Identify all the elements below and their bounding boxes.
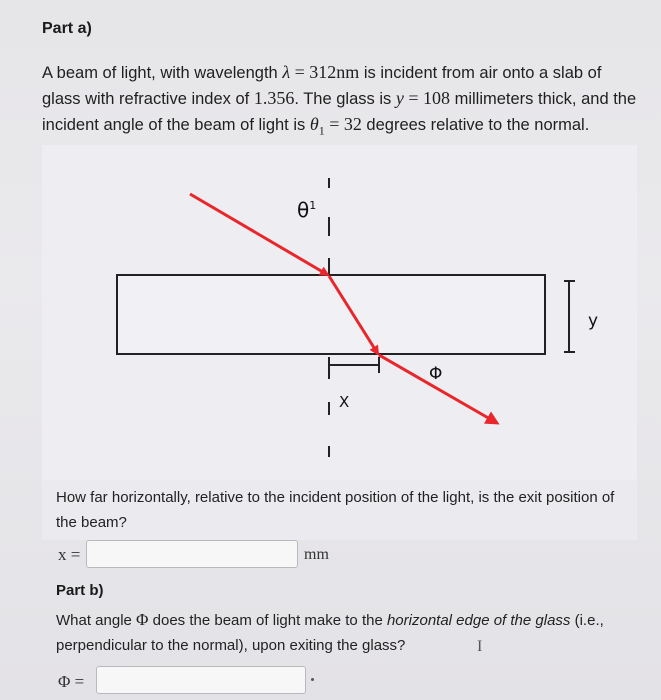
- refractive-index-value: 1.356: [253, 88, 295, 108]
- part-a-problem-text: A beam of light, with wavelength λ = 312nm is incident from air onto a slab of glass with refractive index of 1.356. The glass is y = 108 millimeters thick, and the incident angle of the beam of light is $\theta_1 = 32$ degrees relative to the normal.: [42, 62, 637, 138]
- thickness-value: 108: [423, 88, 450, 108]
- theta-symbol: θ: [309, 114, 319, 134]
- x-answer-label: x =: [58, 545, 81, 564]
- part-b-title: Part b): [56, 582, 104, 599]
- lambda-symbol: λ: [282, 62, 291, 82]
- diagram-svg: [42, 145, 637, 480]
- glass-slab: [117, 275, 545, 354]
- angle-value: 32: [343, 114, 362, 134]
- phi-answer-input[interactable]: [96, 666, 306, 694]
- x-dimension-marker: [329, 357, 379, 379]
- x-label: X: [339, 393, 350, 411]
- x-answer-unit: mm: [304, 546, 329, 563]
- theta-label: $\theta^1$: [297, 198, 317, 222]
- y-label: y: [588, 311, 599, 331]
- y-symbol: y: [395, 88, 404, 108]
- x-answer-input[interactable]: [86, 540, 298, 568]
- part-b-question: What angle Φ does the beam of light make to the horizontal edge of the glass (i.e., perpendicular to the normal), upon exiting the glass?: [56, 610, 604, 654]
- part-a-title: Part a): [42, 20, 92, 37]
- refraction-diagram: [42, 145, 637, 480]
- part-a-question: How far horizontally, relative to the incident position of the light, is the exit position of the beam?: [56, 489, 615, 531]
- y-dimension-marker: [564, 281, 575, 352]
- text-cursor-icon: I: [477, 638, 483, 655]
- phi-label: Φ: [429, 364, 443, 384]
- wavelength-value: 312nm: [309, 62, 360, 82]
- phi-symbol: Φ: [136, 610, 149, 629]
- phi-answer-label: Φ =: [58, 672, 85, 691]
- emphasis-text: horizontal edge of the glass: [386, 612, 571, 629]
- degree-dot: [311, 678, 314, 681]
